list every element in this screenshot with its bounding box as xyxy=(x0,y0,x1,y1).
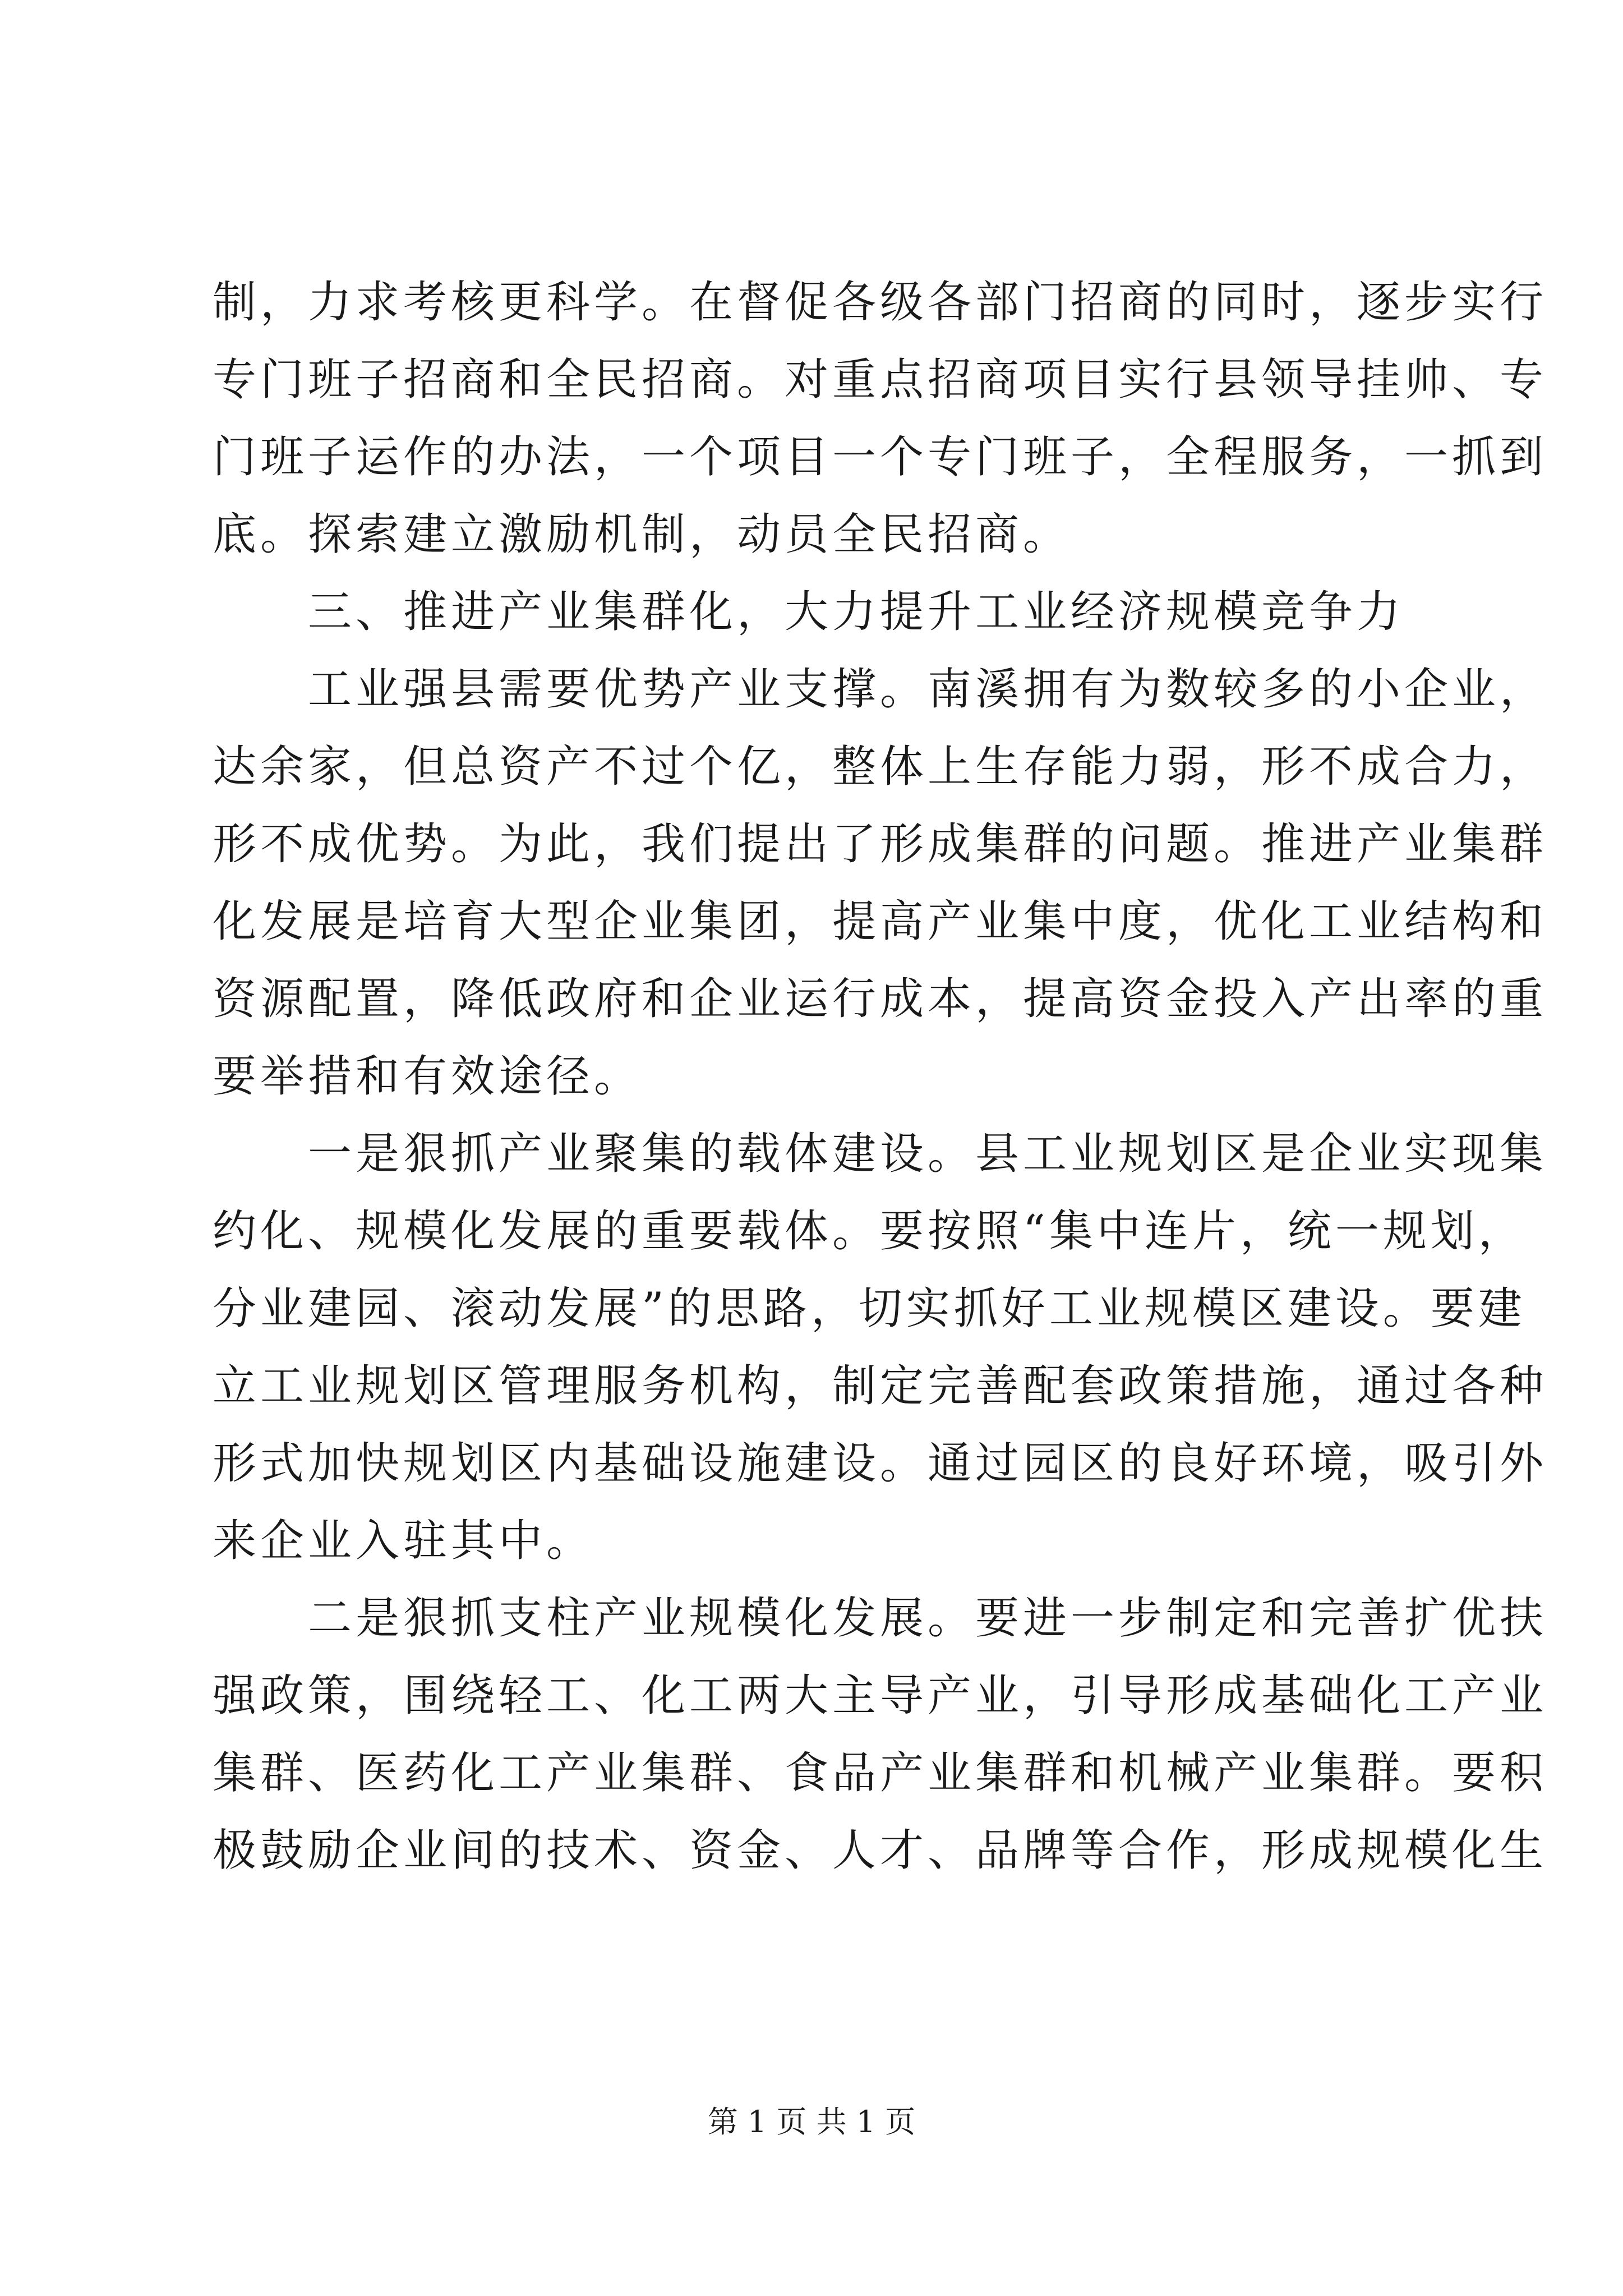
text-line: 集群、医药化工产业集群、食品产业集群和机械产业集群。要积 xyxy=(213,1748,1548,1798)
text-line: 立工业规划区管理服务机构，制定完善配套政策措施，通过各种 xyxy=(213,1361,1548,1411)
text-line: 强政策，围绕轻工、化工两大主导产业，引导形成基础化工产业 xyxy=(213,1671,1548,1721)
text-line: 化发展是培育大型企业集团，提高产业集中度，优化工业结构和 xyxy=(213,896,1548,947)
paragraph xyxy=(213,1580,1548,1889)
text-line: 底。探索建立激励机制，动员全民招商。 xyxy=(213,509,1071,560)
text-line: 分业建园、滚动发展”的思路，切实抓好工业规模区建设。要建 xyxy=(213,1283,1526,1334)
text-line: 形不成优势。为此，我们提出了形成集群的问题。推进产业集群 xyxy=(213,819,1548,869)
text-line: 达余家，但总资产不过个亿，整体上生存能力弱，形不成合力， xyxy=(213,742,1548,792)
text-line: 门班子运作的办法，一个项目一个专门班子，全程服务，一抓到 xyxy=(213,432,1548,482)
text-line: 约化、规模化发展的重要载体。要按照“集中连片，统一规划， xyxy=(213,1206,1526,1257)
text-line: 一是狠抓产业聚集的载体建设。县工业规划区是企业实现集 xyxy=(308,1129,1548,1179)
paragraph xyxy=(213,651,1548,1115)
text-line: 来企业入驻其中。 xyxy=(213,1516,594,1566)
text-line: 工业强县需要优势产业支撑。南溪拥有为数较多的小企业， xyxy=(308,664,1548,715)
text-line: 专门班子招商和全民招商。对重点招商项目实行县领导挂帅、专 xyxy=(213,355,1548,405)
document-body xyxy=(213,264,1548,1889)
text-line: 二是狠抓支柱产业规模化发展。要进一步制定和完善扩优扶 xyxy=(308,1593,1548,1644)
page-footer xyxy=(0,2102,1623,2142)
text-line: 资源配置，降低政府和企业运行成本，提高资金投入产出率的重 xyxy=(213,974,1548,1024)
text-line: 要举措和有效途径。 xyxy=(213,1051,642,1102)
text-line: 制，力求考核更科学。在督促各级各部门招商的同时，逐步实行 xyxy=(213,277,1548,328)
text-line: 形式加快规划区内基础设施建设。通过园区的良好环境，吸引外 xyxy=(213,1438,1548,1489)
text-line: 极鼓励企业间的技术、资金、人才、品牌等合作，形成规模化生 xyxy=(213,1825,1548,1876)
paragraph xyxy=(213,1115,1548,1580)
page-number-label: 第 1 页 共 1 页 xyxy=(707,2104,916,2139)
text-line: 三、推进产业集群化，大力提升工业经济规模竞争力 xyxy=(308,587,1405,637)
section-heading xyxy=(213,573,1413,651)
paragraph xyxy=(213,264,1548,573)
